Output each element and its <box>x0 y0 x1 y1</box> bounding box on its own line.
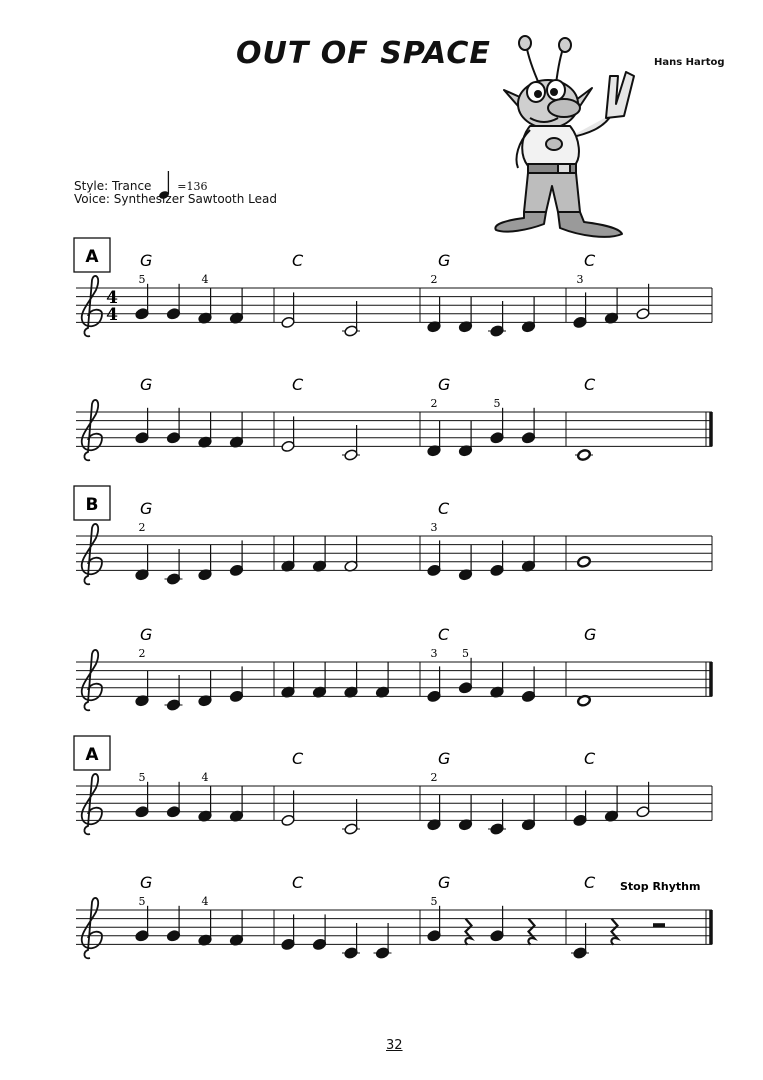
time-signature-digit: 4 <box>106 288 118 308</box>
time-signature-digit: 4 <box>106 305 118 325</box>
chord-symbol: C <box>438 625 450 644</box>
chord-symbol: C <box>584 873 596 892</box>
chord-symbol: C <box>292 251 304 270</box>
fingering-number: 2 <box>430 397 438 410</box>
chord-symbol: G <box>438 873 451 892</box>
fingering-number: 3 <box>576 273 584 286</box>
music-system <box>74 486 712 585</box>
fingering-number: 5 <box>462 647 469 660</box>
treble-clef-icon <box>82 276 102 336</box>
page-number: 32 <box>386 1038 403 1053</box>
music-system <box>76 873 712 959</box>
chord-symbol: G <box>140 499 153 518</box>
treble-clef-icon <box>82 898 102 958</box>
treble-clef-icon <box>82 524 102 584</box>
fingering-number: 5 <box>430 895 438 908</box>
music-system <box>76 625 712 711</box>
composer-name: Hans Hartog <box>654 57 725 68</box>
tempo-value: =136 <box>177 180 208 193</box>
chord-symbol: G <box>140 251 153 270</box>
chord-symbol: C <box>292 749 304 768</box>
whole-note <box>577 556 591 568</box>
treble-clef-icon <box>82 774 102 834</box>
chord-symbol: G <box>438 375 451 394</box>
quarter-rest-icon <box>528 919 534 945</box>
treble-clef-icon <box>82 400 102 460</box>
chord-symbol: G <box>140 625 153 644</box>
section-marker-label: B <box>85 495 99 515</box>
style-label: Style: Trance <box>74 179 152 193</box>
half-rest-icon <box>653 923 665 927</box>
chord-symbol: C <box>438 499 450 518</box>
chord-symbol: C <box>584 375 596 394</box>
fingering-number: 4 <box>201 273 209 286</box>
stop-rhythm-annotation: Stop Rhythm <box>620 880 701 893</box>
fingering-number: 2 <box>430 273 438 286</box>
fingering-number: 2 <box>430 771 438 784</box>
music-system <box>74 736 712 835</box>
fingering-number: 2 <box>138 647 146 660</box>
fingering-number: 4 <box>201 771 209 784</box>
fingering-number: 2 <box>138 521 146 534</box>
fingering-number: 3 <box>430 521 438 534</box>
voice-info: Voice: Synthesizer Sawtooth Lead <box>74 192 277 206</box>
whole-note <box>577 449 591 461</box>
chord-symbol: G <box>140 375 153 394</box>
treble-clef-icon <box>82 650 102 710</box>
fingering-number: 5 <box>138 895 146 908</box>
chord-symbol: G <box>140 873 153 892</box>
fingering-number: 5 <box>493 397 501 410</box>
music-system <box>74 238 712 337</box>
chord-symbol: C <box>584 251 596 270</box>
section-marker-label: A <box>85 745 99 765</box>
chord-symbol: G <box>438 251 451 270</box>
fingering-number: 3 <box>430 647 438 660</box>
fingering-number: 4 <box>201 895 209 908</box>
chord-symbol: G <box>584 625 597 644</box>
chord-symbol: G <box>438 749 451 768</box>
fingering-number: 5 <box>138 771 146 784</box>
section-marker-label: A <box>85 247 99 267</box>
music-system <box>76 375 712 461</box>
quarter-rest-icon <box>465 919 471 945</box>
quarter-rest-icon <box>611 919 617 945</box>
chord-symbol: C <box>584 749 596 768</box>
chord-symbol: C <box>292 873 304 892</box>
chord-symbol: C <box>292 375 304 394</box>
song-title: OUT OF SPACE <box>236 36 491 71</box>
fingering-number: 5 <box>138 273 146 286</box>
